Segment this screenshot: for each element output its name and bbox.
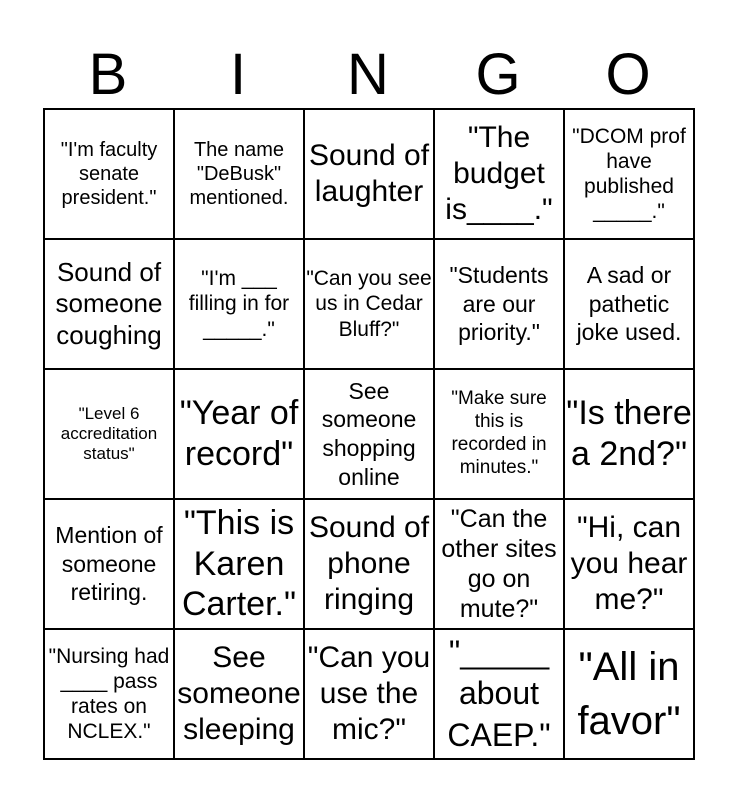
bingo-card-grid [43,108,695,760]
square-text: "Level 6 accreditation status" [60,403,158,464]
bingo-square[interactable] [174,499,304,629]
square-text: See someone shopping online [321,377,417,490]
square-text: "Students are our priority." [449,261,549,346]
bingo-square[interactable] [304,499,434,629]
bingo-square[interactable] [44,629,174,759]
bingo-square[interactable] [44,369,174,499]
bingo-square[interactable] [434,239,564,369]
square-text: Sound of laughter [308,139,430,208]
square-text: A sad or pathetic joke used. [576,261,682,346]
bingo-square[interactable] [434,369,564,499]
bingo-square[interactable] [564,629,694,759]
bingo-square[interactable] [564,369,694,499]
header-letter-n: N [347,42,389,107]
square-text: "This is Karen Carter." [181,503,297,624]
bingo-square[interactable] [44,499,174,629]
bingo-square[interactable] [174,369,304,499]
square-text: "DCOM prof have published _____." [572,124,686,224]
bingo-square[interactable] [44,239,174,369]
square-text: "Can you use the mic?" [307,641,431,746]
bingo-square[interactable] [304,369,434,499]
bingo-square[interactable] [564,499,694,629]
square-text: "I'm ___ filling in for _____." [188,267,290,341]
bingo-square[interactable] [304,629,434,759]
square-text: Sound of phone ringing [308,511,430,616]
grid-row [44,629,694,759]
header-letter-i: I [229,42,247,107]
square-text: The name "DeBusk" mentioned. [189,139,289,209]
square-text: "Make sure this is recorded in minutes." [451,388,547,478]
bingo-square[interactable] [434,629,564,759]
square-text: "_____ about CAEP." [447,633,551,753]
grid-row [44,239,694,369]
bingo-square[interactable] [564,109,694,239]
square-text: "Nursing had ____ pass rates on NCLEX." [48,644,170,744]
square-text: See someone sleeping [177,641,301,746]
grid-row [44,369,694,499]
square-text: "All in favor" [577,645,681,743]
square-text: Mention of someone retiring. [55,521,163,606]
bingo-square[interactable] [174,239,304,369]
bingo-square[interactable] [434,499,564,629]
square-text: "I'm faculty senate president." [60,139,158,209]
bingo-square[interactable] [304,109,434,239]
bingo-square[interactable] [44,109,174,239]
header-letter-b: B [88,42,128,107]
square-text: "The budget is____." [445,121,553,226]
square-text: "Can you see us in Cedar Bluff?" [306,267,432,341]
grid-row [44,499,694,629]
square-text: Sound of someone coughing [55,257,163,350]
header-letter-o: O [605,42,651,107]
bingo-square[interactable] [174,629,304,759]
bingo-square[interactable] [434,109,564,239]
bingo-square[interactable] [174,109,304,239]
header-letter-g: G [475,42,521,107]
bingo-square[interactable] [304,239,434,369]
square-text: "Can the other sites go on mute?" [441,505,557,623]
bingo-header [43,42,693,108]
bingo-square[interactable] [564,239,694,369]
grid-row [44,109,694,239]
square-text: "Is there a 2nd?" [566,394,692,473]
square-text: "Year of record" [179,394,299,473]
square-text: "Hi, can you hear me?" [570,511,688,616]
